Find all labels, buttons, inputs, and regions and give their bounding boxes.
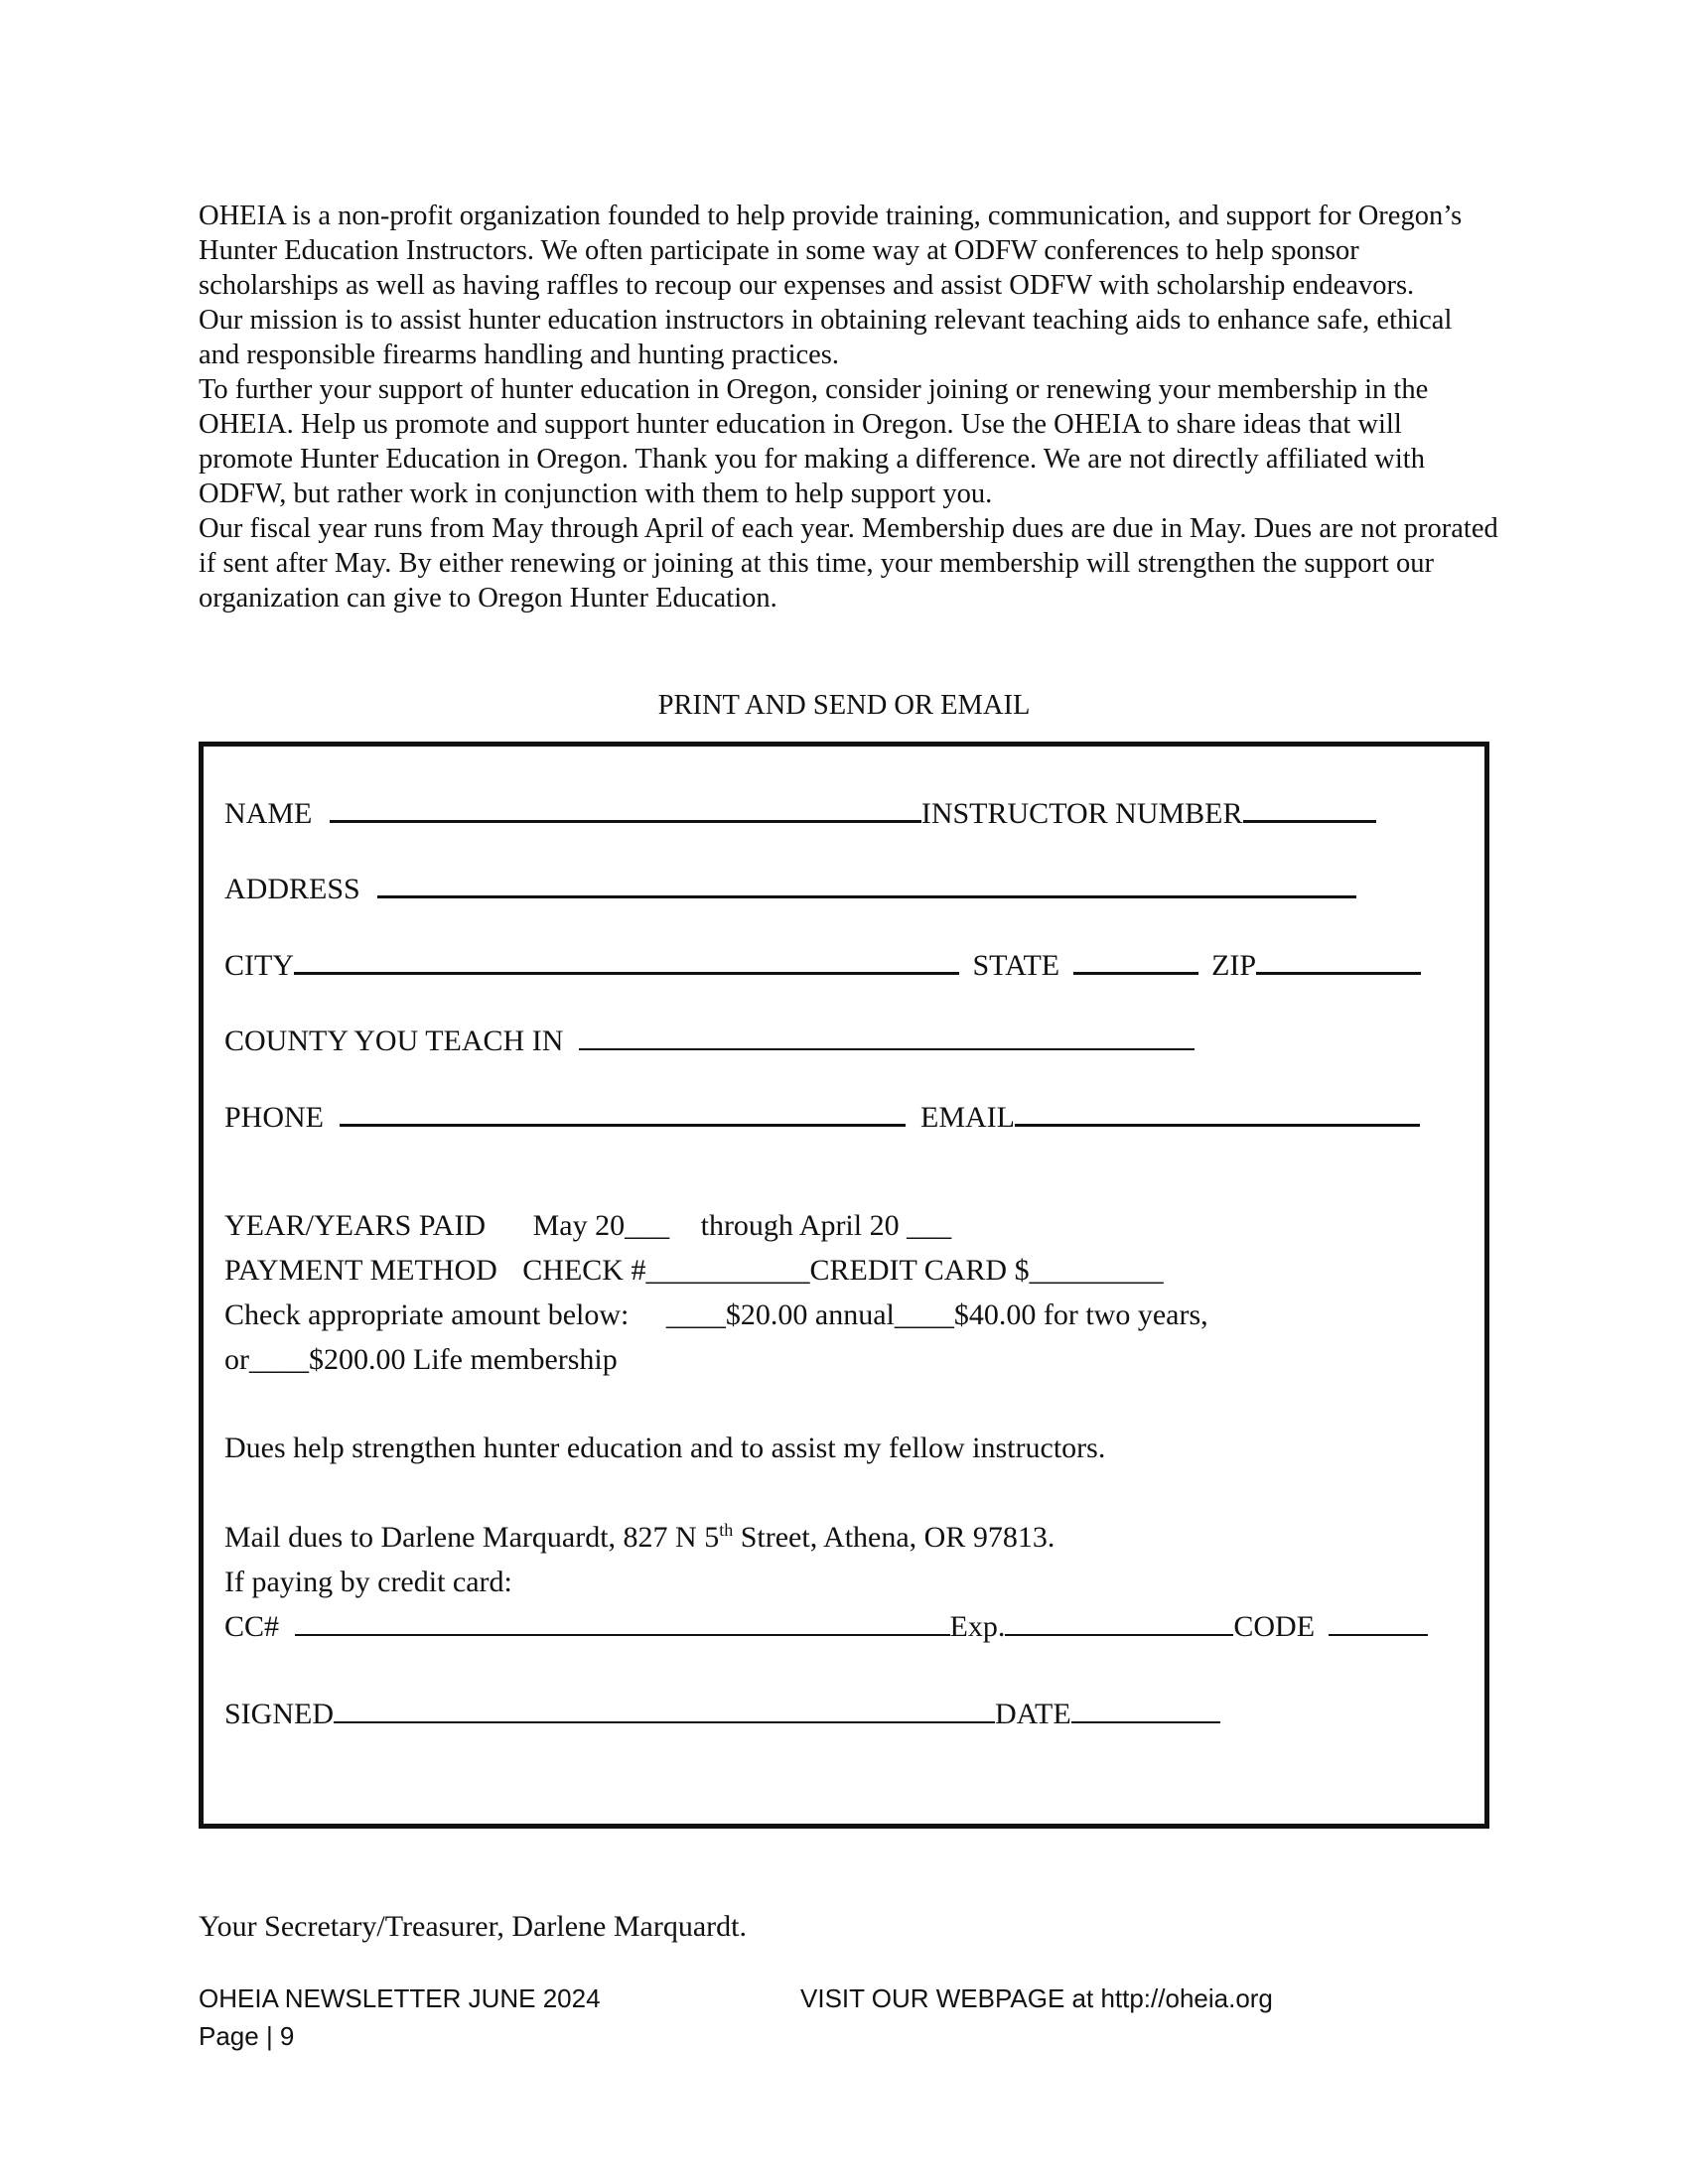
name-row xyxy=(224,796,1376,831)
code-field[interactable] xyxy=(1329,1610,1428,1636)
mail-address-prefix: Mail dues to Darlene Marquardt, 827 N 5 xyxy=(224,1521,720,1554)
payment-method-label: PAYMENT METHOD xyxy=(224,1254,497,1287)
footer-newsletter: OHEIA NEWSLETTER JUNE 2024 xyxy=(199,1983,601,2013)
address-row xyxy=(224,872,1356,906)
city-state-zip-row xyxy=(224,948,1421,983)
signature-row xyxy=(224,1698,1220,1731)
county-field[interactable] xyxy=(579,1024,1195,1050)
cc-label: CC# xyxy=(224,1610,280,1643)
signoff: Your Secretary/Treasurer, Darlene Marquardt. xyxy=(199,1910,747,1943)
intro-paragraph-mission: Our mission is to assist hunter education instructors in obtaining relevant teaching aids to enhance safe, ethical and responsible firearms handling and hunting practices. xyxy=(199,305,1453,370)
exp-label: Exp. xyxy=(949,1610,1006,1643)
amount-life-option[interactable]: or____$200.00 Life membership xyxy=(224,1343,618,1376)
email-field[interactable] xyxy=(1015,1100,1420,1127)
membership-form xyxy=(199,742,1489,1829)
intro-paragraph-fiscal-year: Our fiscal year runs from May through April of each year. Membership dues are due in May. Dues are not prorated if sent after May. By either renewing or joining at this time, your membership will strengthen the support our organization can give to Oregon Hunter Education. xyxy=(199,513,1498,614)
dues-note: Dues help strengthen hunter education and to assist my fellow instructors. xyxy=(224,1432,1106,1464)
payment-method-row xyxy=(224,1254,1164,1288)
footer-page-number: Page | 9 xyxy=(199,2021,295,2051)
intro-paragraph-about: OHEIA is a non-profit organization founded to help provide training, communication, and support for Oregon’s Hunter Education Instructors. We often participate in some way at ODFW conferences to help sponsor scholarships as well as having raffles to recoup our expenses and assist ODFW with scholarship endeavors. xyxy=(199,201,1463,301)
amount-options[interactable]: ____$20.00 annual____$40.00 for two years, xyxy=(665,1298,1208,1331)
cc-number-field[interactable] xyxy=(295,1610,950,1636)
name-label: NAME xyxy=(224,797,313,830)
signed-label: SIGNED xyxy=(224,1698,334,1730)
city-label: CITY xyxy=(224,949,294,982)
address-field[interactable] xyxy=(377,872,1356,898)
exp-field[interactable] xyxy=(1005,1610,1233,1636)
form-heading: PRINT AND SEND OR EMAIL xyxy=(657,690,1031,721)
email-label: EMAIL xyxy=(920,1101,1015,1134)
amount-life-row xyxy=(224,1343,618,1377)
mail-address-suffix: Street, Athena, OR 97813. xyxy=(733,1521,1055,1554)
years-paid-row xyxy=(224,1209,951,1243)
credit-card-prompt: If paying by credit card: xyxy=(224,1566,512,1598)
amount-prompt: Check appropriate amount below: xyxy=(224,1298,630,1331)
years-paid-to-field[interactable]: through April 20 ___ xyxy=(700,1209,952,1242)
instructor-number-label: INSTRUCTOR NUMBER xyxy=(920,797,1243,830)
instructor-number-field[interactable] xyxy=(1243,796,1376,823)
check-number-field[interactable]: CHECK #___________ xyxy=(522,1254,810,1287)
city-field[interactable] xyxy=(294,948,959,975)
intro-paragraph-support: To further your support of hunter education in Oregon, consider joining or renewing your membership in the OHEIA. Help us promote and support hunter education in Oregon. Use the OHEIA to share ideas that will promote Hunter Education in Oregon. Thank you for making a difference. We are not directly affiliated with ODFW, but rather work in conjunction with them to help support you. xyxy=(199,374,1429,509)
address-label: ADDRESS xyxy=(224,873,360,905)
years-paid-label: YEAR/YEARS PAID xyxy=(224,1209,487,1242)
zip-label: ZIP xyxy=(1211,949,1257,982)
mail-address-superscript: th xyxy=(719,1520,734,1540)
signature-field[interactable] xyxy=(334,1698,995,1723)
credit-card-row xyxy=(224,1610,1428,1644)
credit-card-amount-field[interactable]: CREDIT CARD $_________ xyxy=(809,1254,1164,1287)
footer-webpage: VISIT OUR WEBPAGE at http://oheia.org xyxy=(800,1983,1273,2013)
date-label: DATE xyxy=(995,1698,1071,1730)
phone-field[interactable] xyxy=(340,1100,906,1127)
amount-options-row xyxy=(224,1298,1208,1332)
zip-field[interactable] xyxy=(1256,948,1421,975)
state-field[interactable] xyxy=(1073,948,1198,975)
code-label: CODE xyxy=(1233,1610,1316,1643)
county-label: COUNTY YOU TEACH IN xyxy=(224,1024,564,1057)
state-label: STATE xyxy=(972,949,1060,982)
phone-label: PHONE xyxy=(224,1101,325,1134)
intro-text xyxy=(199,199,1499,615)
county-row xyxy=(224,1024,1195,1058)
mail-address xyxy=(224,1521,1055,1555)
phone-email-row xyxy=(224,1100,1420,1135)
name-field[interactable] xyxy=(330,796,921,823)
date-field[interactable] xyxy=(1071,1698,1220,1723)
years-paid-from-field[interactable]: May 20___ xyxy=(532,1209,670,1242)
